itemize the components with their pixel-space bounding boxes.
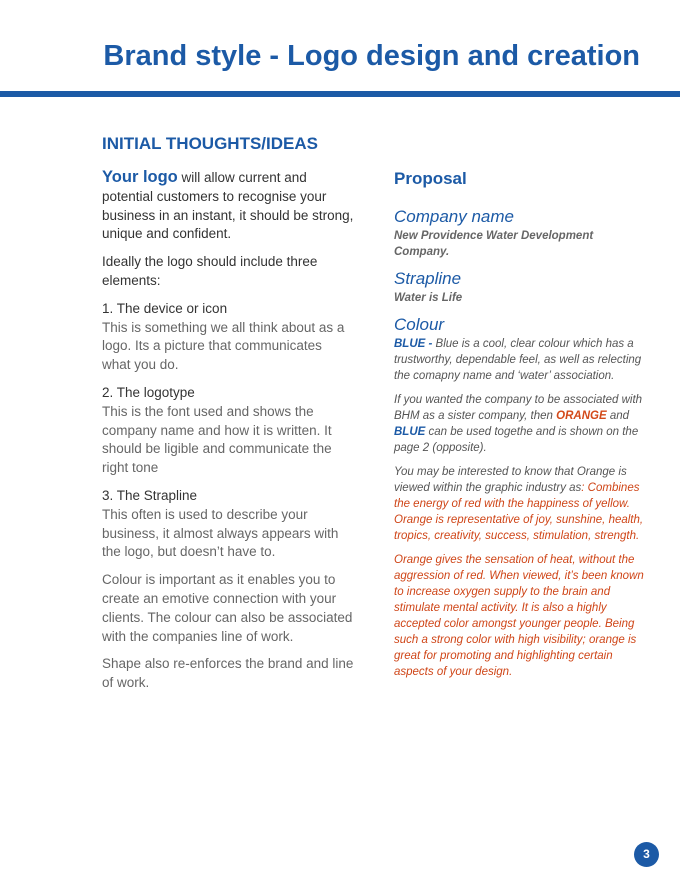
bhm-text-2: and [606,410,630,422]
page-number-badge: 3 [634,842,659,867]
proposal-heading: Proposal [394,169,467,188]
item-device-title: 1. The device or icon [102,300,228,316]
shape-paragraph: Shape also re-enforces the brand and line of work. [102,656,354,691]
bhm-text-3: can be used togethe and is shown on the page 2 (opposite). [394,426,639,454]
company-name-label: Company name [394,207,515,226]
intro-paragraph [102,168,354,244]
right-column [394,166,644,688]
elements-paragraph: Ideally the logo should include three elements: [102,254,318,288]
left-column [102,168,354,702]
item-device-body: This is something we all think about as a logo. Its a picture that communicates what you do. [102,319,345,373]
orange-intro-paragraph [394,464,644,544]
strapline-label: Strapline [394,269,462,288]
strapline-value: Water is Life [394,292,463,304]
blue-keyword: BLUE - [394,338,433,350]
item-strapline-title: 3. The Strapline [102,487,198,503]
bhm-text-1: If you wanted the company to be associated with BHM as a sister company, then [394,394,643,422]
item-logotype [102,384,354,478]
intro-text: will allow current and potential customers to recognise your business in an instant, it should be strong, unique and confident. [102,170,354,242]
intro-lead: Your logo [102,168,178,186]
colour-paragraph: Colour is important as it enables you to create an emotive connection with your clients. The colour can also be associated with the companies line of work. [102,572,353,644]
item-strapline-body: This often is used to describe your business, it almost always appears with the logo, but doesn’t have to. [102,506,339,560]
colour-label: Colour [394,315,445,334]
orange-quote: : Combines the energy of red with the happiness of yellow. Orange is representative of joy, sunshine, health, tropics, creativity, success, stimulation, strength. [394,482,644,542]
company-name-value: New Providence Water Development Company. [394,230,594,258]
orange-detail-paragraph: Orange gives the sensation of heat, without the aggression of red. When viewed, it’s been known to increase oxygen supply to the brain and stimulate mental activity. It is also a highly accepted color amongst younger people. Being such a strong color with high visibility; orange is great for promoting and highlighting certain aspects of your design. [394,554,644,678]
orange-keyword: ORANGE [556,410,607,422]
item-device [102,300,354,375]
item-strapline [102,487,354,562]
item-logotype-body: This is the font used and shows the company name and how it is written. It should be ligible and communicate the right tone [102,403,332,476]
blue-keyword-inline: BLUE [394,426,426,438]
page-title: Brand style - Logo design and creation [103,40,640,72]
header-divider [0,91,680,97]
item-logotype-title: 2. The logotype [102,384,195,400]
blue-description: Blue is a cool, clear colour which has a trustworthy, dependable feel, as well as relecting the comapny name and ‘water’ association. [394,338,642,382]
section-heading: INITIAL THOUGHTS/IDEAS [102,134,318,153]
bhm-paragraph [394,392,644,456]
blue-paragraph [394,336,644,384]
orange-intro-text: You may be interested to know that Orange is viewed within the graphic industry as [394,466,627,494]
